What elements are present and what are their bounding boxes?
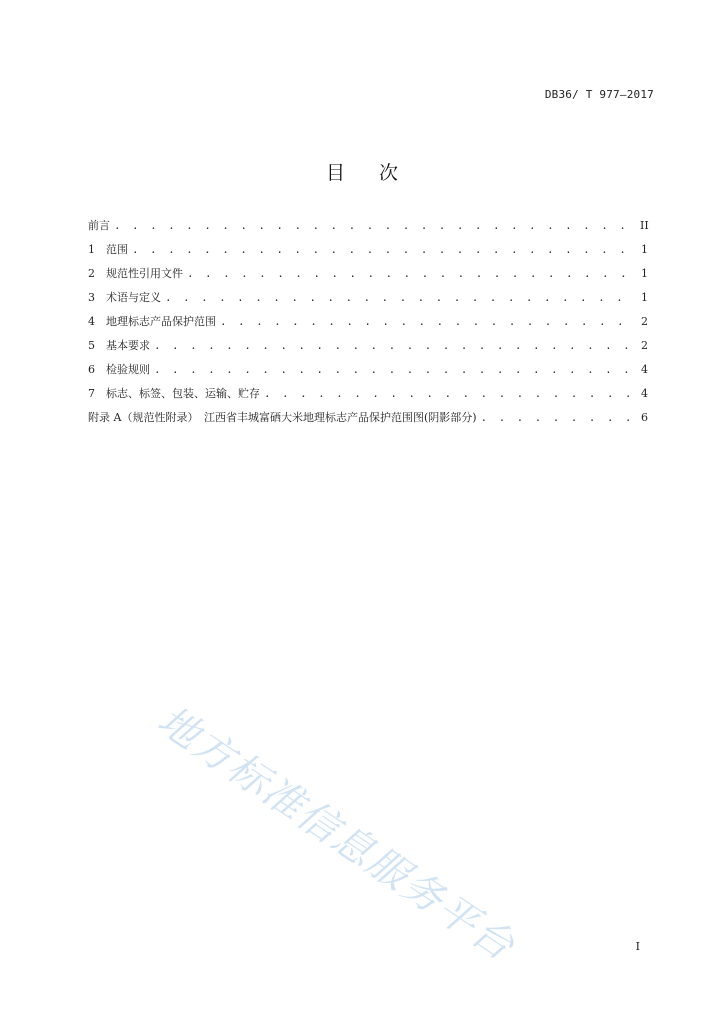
toc-entry-2[interactable] — [88, 266, 648, 290]
dot-leader — [165, 290, 636, 306]
dot-leader — [187, 266, 636, 282]
toc-entry-foreword[interactable] — [88, 218, 648, 242]
toc-entry-1[interactable] — [88, 242, 648, 266]
toc-entry-page: 1 — [641, 267, 648, 280]
watermark: 地方标准信息服务平台 — [149, 697, 524, 971]
dot-leader — [220, 314, 636, 330]
toc-entry-label: 基本要求 — [106, 339, 150, 352]
page-title — [0, 158, 724, 185]
dot-leader — [481, 410, 636, 426]
toc-entry-page: 4 — [641, 387, 648, 400]
toc-entry-page: 1 — [641, 243, 648, 256]
toc-entry-label: 检验规则 — [106, 363, 150, 376]
toc-entry-page: 6 — [641, 411, 648, 424]
dot-leader — [154, 338, 636, 354]
toc-entry-5[interactable] — [88, 338, 648, 362]
toc-entry-number: 4 — [88, 315, 95, 328]
toc-entry-page: II — [640, 219, 649, 232]
toc-entry-4[interactable] — [88, 314, 648, 338]
toc-entry-label: 标志、标签、包装、运输、贮存 — [106, 387, 260, 400]
dot-leader — [264, 386, 636, 402]
toc-entry-page: 2 — [641, 315, 648, 328]
toc-entry-label: 术语与定义 — [106, 291, 161, 304]
toc-entry-number: 6 — [88, 363, 95, 376]
toc-entry-label: 范围 — [106, 243, 128, 256]
toc-entry-page: 1 — [641, 291, 648, 304]
page-number: I — [635, 940, 640, 953]
toc-entry-page: 2 — [641, 339, 648, 352]
toc-entry-label: 附录 A（规范性附录） 江西省丰城富硒大米地理标志产品保护范围图(阴影部分) — [88, 411, 477, 424]
toc-entry-appendix-a[interactable] — [88, 410, 648, 434]
toc-entry-number: 2 — [88, 267, 95, 280]
toc-entry-number: 3 — [88, 291, 95, 304]
title-char-1: 目 — [325, 162, 345, 184]
toc-entry-3[interactable] — [88, 290, 648, 314]
toc-entry-6[interactable] — [88, 362, 648, 386]
toc-entry-number: 1 — [88, 243, 95, 256]
table-of-contents — [88, 218, 648, 434]
toc-entry-label: 规范性引用文件 — [106, 267, 183, 280]
dot-leader — [132, 242, 636, 258]
toc-entry-label: 前言 — [88, 219, 110, 232]
toc-entry-number: 5 — [88, 339, 95, 352]
toc-entry-7[interactable] — [88, 386, 648, 410]
dot-leader — [154, 362, 636, 378]
toc-entry-number: 7 — [88, 387, 95, 400]
dot-leader — [114, 218, 636, 234]
toc-entry-label: 地理标志产品保护范围 — [106, 315, 216, 328]
title-char-2: 次 — [379, 162, 399, 184]
toc-entry-page: 4 — [641, 363, 648, 376]
document-code: DB36/ T 977—2017 — [544, 88, 654, 101]
